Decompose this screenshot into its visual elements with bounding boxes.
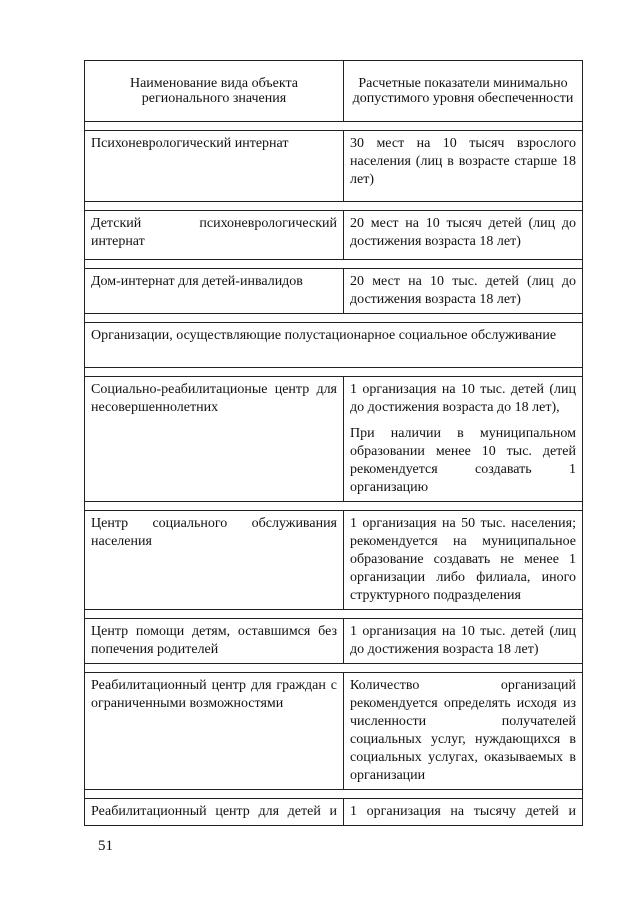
row-name: Реабилитационный центр для детей и <box>85 799 344 826</box>
row-gap <box>85 664 583 673</box>
row-gap <box>85 502 583 511</box>
row-name: Центр помощи детям, оставшимся без попечения родителей <box>85 619 344 664</box>
table-row <box>85 269 583 314</box>
standards-table <box>84 60 583 826</box>
row-name: Дом-интернат для детей-инвалидов <box>85 269 344 314</box>
row-gap <box>85 790 583 799</box>
row-value: 1 организация на тысячу детей и <box>344 799 583 826</box>
table-row <box>85 211 583 260</box>
row-gap <box>85 202 583 211</box>
row-name: Социально-реабилитационые центр для несовершеннолетних <box>85 377 344 502</box>
row-value: 30 мест на 10 тысяч взрослого населения (лиц в возрасте старше 18 лет) <box>344 131 583 202</box>
row-value: 20 мест на 10 тыс. детей (лиц до достижения возраста 18 лет) <box>344 269 583 314</box>
row-name: Детский психоневрологический интернат <box>85 211 344 260</box>
table-row <box>85 511 583 610</box>
header-indicator: Расчетные показатели минимально допустимого уровня обеспеченности <box>344 61 583 122</box>
section-heading: Организации, осуществляющие полустационарное социальное обслуживание <box>85 323 583 368</box>
table-row <box>85 377 583 502</box>
row-gap <box>85 122 583 131</box>
row-gap <box>85 260 583 269</box>
row-value: Количество организаций рекомендуется определять исходя из численности получателей социальных услуг, нуждающихся в социальных услугах, оказываемых в организации <box>344 673 583 790</box>
row-gap <box>85 314 583 323</box>
table-row <box>85 619 583 664</box>
row-value: 20 мест на 10 тысяч детей (лиц до достижения возраста 18 лет) <box>344 211 583 260</box>
row-gap <box>85 368 583 377</box>
row-gap <box>85 610 583 619</box>
row-value: 1 организация на 50 тыс. населения; рекомендуется на муниципальное образование создавать не менее 1 организации либо филиала, иного структурного подразделения <box>344 511 583 610</box>
table-section-row <box>85 323 583 368</box>
row-value: 1 организация на 10 тыс. детей (лиц до достижения возраста 18 лет) <box>344 619 583 664</box>
table-header-row <box>85 61 583 122</box>
row-value-cell <box>344 377 583 502</box>
row-name: Реабилитационный центр для граждан с ограниченными возможностями <box>85 673 344 790</box>
header-object-type: Наименование вида объекта регионального значения <box>85 61 344 122</box>
row-name: Центр социального обслуживания населения <box>85 511 344 610</box>
page-number: 51 <box>98 838 113 854</box>
table-row <box>85 799 583 826</box>
row-name: Психоневрологический интернат <box>85 131 344 202</box>
table-row <box>85 673 583 790</box>
row-value: 1 организация на 10 тыс. детей (лиц до достижения возраста до 18 лет), <box>350 382 576 415</box>
table-row <box>85 131 583 202</box>
row-value-note: При наличии в муниципальном образовании менее 10 тыс. детей рекомендуется создавать 1 организацию <box>350 426 576 495</box>
